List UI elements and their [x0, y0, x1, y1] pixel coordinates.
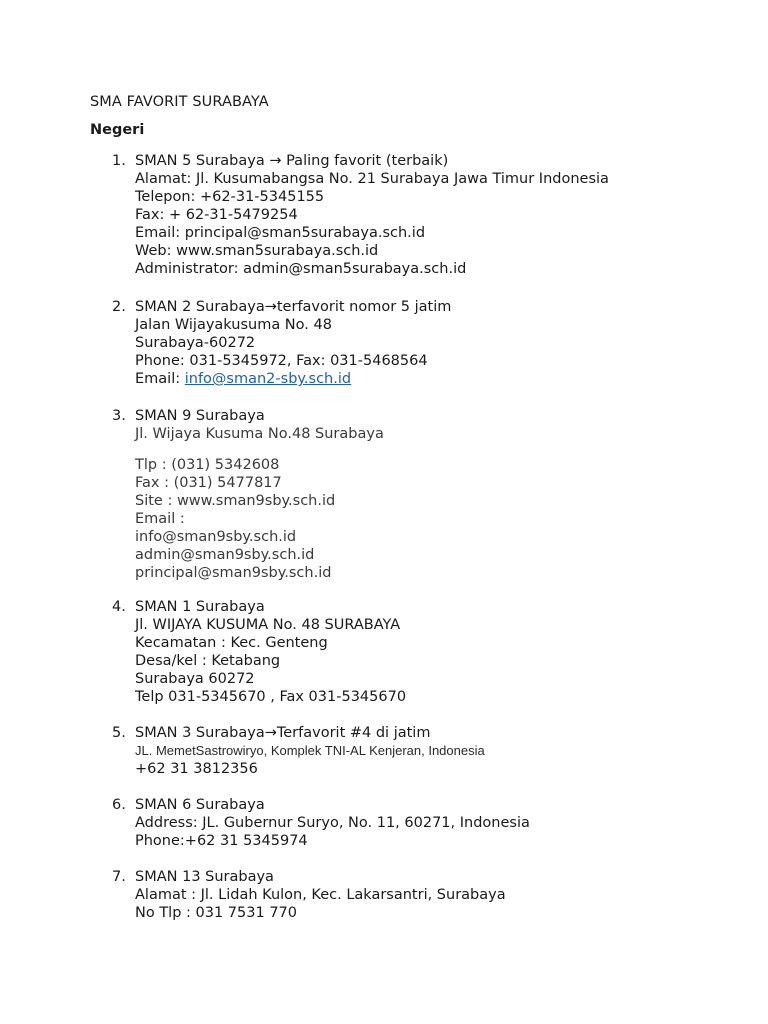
- school-admin-email: Administrator: admin@sman5surabaya.sch.id: [135, 261, 467, 277]
- school-name: SMAN 2 Surabaya→terfavorit nomor 5 jatim: [135, 299, 452, 315]
- school-city: Surabaya-60272: [135, 335, 256, 351]
- school-address: JL. MemetSastrowiryo, Komplek TNI-AL Kenjeran, Indonesia: [135, 743, 485, 758]
- school-website: Site : www.sman9sby.sch.id: [135, 493, 336, 509]
- list-number: 3.: [112, 408, 126, 424]
- school-fax: Fax : (031) 5477817: [135, 475, 282, 491]
- school-phone: Tlp : (031) 5342608: [135, 457, 280, 473]
- school-email: Email: principal@sman5surabaya.sch.id: [135, 225, 426, 241]
- school-phone-fax: Phone: 031-5345972, Fax: 031-5468564: [135, 353, 428, 369]
- school-village: Desa/kel : Ketabang: [135, 653, 281, 669]
- school-district: Kecamatan : Kec. Genteng: [135, 635, 328, 651]
- school-name: SMAN 9 Surabaya: [135, 408, 265, 424]
- school-principal-email: principal@sman9sby.sch.id: [135, 565, 332, 581]
- list-number: 1.: [112, 153, 126, 169]
- school-name: SMAN 6 Surabaya: [135, 797, 265, 813]
- school-website: Web: www.sman5surabaya.sch.id: [135, 243, 379, 259]
- school-email: info@sman9sby.sch.id: [135, 529, 297, 545]
- school-phone-fax: Telp 031-5345670 , Fax 031-5345670: [135, 689, 407, 705]
- school-name: SMAN 5 Surabaya → Paling favorit (terbaik): [135, 153, 449, 169]
- school-address: Jalan Wijayakusuma No. 48: [135, 317, 332, 333]
- school-name: SMAN 13 Surabaya: [135, 869, 274, 885]
- school-admin-email: admin@sman9sby.sch.id: [135, 547, 315, 563]
- document-title: SMA FAVORIT SURABAYA: [90, 94, 269, 110]
- school-email-line: [135, 370, 451, 388]
- school-name: SMAN 1 Surabaya: [135, 599, 265, 615]
- school-address: Alamat: Jl. Kusumabangsa No. 21 Surabaya Jawa Timur Indonesia: [135, 171, 609, 187]
- school-phone: No Tlp : 031 7531 770: [135, 905, 297, 921]
- email-label: Email:: [135, 371, 185, 387]
- school-address: Jl. Wijaya Kusuma No.48 Surabaya: [135, 426, 384, 442]
- school-address: Jl. WIJAYA KUSUMA No. 48 SURABAYA: [135, 617, 401, 633]
- school-city: Surabaya 60272: [135, 671, 255, 687]
- list-number: 5.: [112, 725, 126, 741]
- school-fax: Fax: + 62-31-5479254: [135, 207, 298, 223]
- list-number: 2.: [112, 299, 126, 315]
- school-email-label: Email :: [135, 511, 185, 527]
- school-address: Address: JL. Gubernur Suryo, No. 11, 60271, Indonesia: [135, 815, 530, 831]
- school-address: Alamat : Jl. Lidah Kulon, Kec. Lakarsantri, Surabaya: [135, 887, 506, 903]
- email-link[interactable]: info@sman2-sby.sch.id: [184, 371, 352, 387]
- list-number: 6.: [112, 797, 126, 813]
- list-number: 4.: [112, 599, 126, 615]
- school-phone: Phone:+62 31 5345974: [135, 833, 308, 849]
- list-number: 7.: [112, 869, 126, 885]
- school-phone: +62 31 3812356: [135, 761, 258, 777]
- section-heading: Negeri: [90, 122, 145, 138]
- school-phone: Telepon: +62-31-5345155: [135, 189, 325, 205]
- school-name: SMAN 3 Surabaya→Terfavorit #4 di jatim: [135, 725, 431, 741]
